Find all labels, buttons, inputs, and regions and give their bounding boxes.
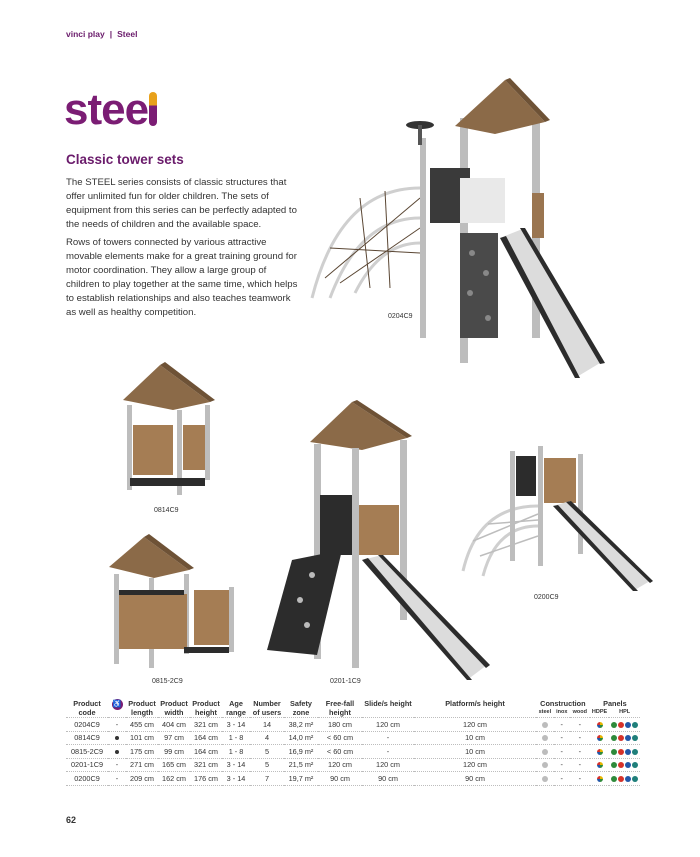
cell-safety: 16,9 m² xyxy=(284,745,318,759)
cell-slide: - xyxy=(362,745,414,759)
header-construction: Construction xyxy=(540,699,586,708)
cell-length: 271 cm xyxy=(126,758,158,772)
header-wood: wood xyxy=(572,709,587,715)
breadcrumb xyxy=(66,29,137,39)
panel-color-swatch xyxy=(625,735,631,741)
product-illustration-0815-2c9 xyxy=(104,532,239,672)
table-header-row xyxy=(66,699,640,708)
cell-hdpe xyxy=(590,772,610,786)
cell-inox: - xyxy=(554,718,570,732)
cell-height: 321 cm xyxy=(190,718,222,732)
logo-text: stee xyxy=(64,85,149,134)
product-code-label: 0201-1C9 xyxy=(330,678,361,685)
header-length: Product length xyxy=(128,699,156,717)
cell-freefall: < 60 cm xyxy=(318,745,362,759)
panel-color-swatch xyxy=(632,749,638,755)
logo-l-bar xyxy=(149,92,157,126)
intro-text xyxy=(66,176,298,324)
cell-length: 175 cm xyxy=(126,745,158,759)
cell-access xyxy=(108,745,126,759)
cell-hdpe xyxy=(590,731,610,745)
panel-color-swatch xyxy=(611,749,617,755)
header-panels: Panels xyxy=(603,699,627,708)
product-code-label: 0204C9 xyxy=(388,313,413,320)
cell-length: 209 cm xyxy=(126,772,158,786)
cell-platform: 90 cm xyxy=(414,772,536,786)
table-row xyxy=(66,731,640,745)
cell-steel xyxy=(536,745,554,759)
cell-width: 165 cm xyxy=(158,758,190,772)
wheelchair-icon: ♿ xyxy=(112,701,122,708)
cell-hdpe xyxy=(590,758,610,772)
page-number: 62 xyxy=(66,815,77,825)
cell-height: 321 cm xyxy=(190,758,222,772)
cell-hdpe xyxy=(590,745,610,759)
cell-users: 5 xyxy=(250,745,284,759)
table-row xyxy=(66,745,640,759)
cell-steel xyxy=(536,731,554,745)
cell-access: - xyxy=(108,758,126,772)
cell-wood: - xyxy=(570,718,590,732)
steel-dot-icon xyxy=(542,749,548,755)
header-steel: steel xyxy=(538,709,552,715)
header-inox: inox xyxy=(556,709,568,715)
steel-dot-icon xyxy=(542,722,548,728)
cell-freefall: 180 cm xyxy=(318,718,362,732)
panel-color-swatch xyxy=(611,776,617,782)
cell-inox: - xyxy=(554,745,570,759)
brand-name: vinci play xyxy=(66,29,105,39)
cell-code: 0201-1C9 xyxy=(66,758,108,772)
cell-height: 164 cm xyxy=(190,731,222,745)
color-wheel-icon xyxy=(597,776,603,782)
page-title: Classic tower sets xyxy=(66,152,184,167)
cell-hpl xyxy=(609,745,640,759)
header-hpl: HPL xyxy=(619,709,631,715)
product-spec-table xyxy=(66,699,640,786)
color-wheel-icon xyxy=(597,749,603,755)
cell-inox: - xyxy=(554,731,570,745)
cell-wood: - xyxy=(570,731,590,745)
cell-access: - xyxy=(108,772,126,786)
header-slide: Slide/s height xyxy=(364,699,412,708)
cell-slide: 120 cm xyxy=(362,718,414,732)
cell-age: 3 - 14 xyxy=(222,772,250,786)
panel-color-swatch xyxy=(625,776,631,782)
cell-width: 99 cm xyxy=(158,745,190,759)
panel-color-swatch xyxy=(618,735,624,741)
cell-wood: - xyxy=(570,772,590,786)
cell-age: 1 - 8 xyxy=(222,745,250,759)
panel-color-swatch xyxy=(632,776,638,782)
product-illustration-0814c9 xyxy=(115,360,225,500)
cell-hpl xyxy=(609,731,640,745)
cell-wood: - xyxy=(570,758,590,772)
cell-users: 5 xyxy=(250,758,284,772)
cell-code: 0200C9 xyxy=(66,772,108,786)
panel-color-swatch xyxy=(611,722,617,728)
header-users: Number of users xyxy=(252,699,282,717)
cell-freefall: 120 cm xyxy=(318,758,362,772)
cell-steel xyxy=(536,772,554,786)
panel-color-swatch xyxy=(625,722,631,728)
cell-code: 0204C9 xyxy=(66,718,108,732)
steel-logo xyxy=(64,85,157,134)
cell-safety: 19,7 m² xyxy=(284,772,318,786)
product-code-label: 0814C9 xyxy=(154,507,179,514)
header-accessibility xyxy=(108,699,126,718)
accessible-bullet-icon xyxy=(115,750,119,754)
product-code-label: 0815-2C9 xyxy=(152,678,183,685)
cell-length: 101 cm xyxy=(126,731,158,745)
table-row xyxy=(66,718,640,732)
cell-age: 1 - 8 xyxy=(222,731,250,745)
accessible-bullet-icon xyxy=(115,736,119,740)
cell-platform: 10 cm xyxy=(414,731,536,745)
header-platform: Platform/s height xyxy=(445,699,505,708)
steel-dot-icon xyxy=(542,762,548,768)
cell-hpl xyxy=(609,718,640,732)
steel-dot-icon xyxy=(542,776,548,782)
cell-slide: 90 cm xyxy=(362,772,414,786)
cell-access xyxy=(108,731,126,745)
product-code-label: 0200C9 xyxy=(534,594,559,601)
intro-paragraph-2: Rows of towers connected by various attractive movable elements make for a great training ground for motor coordination. They allow a large group of children to play together at the same time, which helps to establish relationships and also teaches teamwork as well as healthy competition. xyxy=(66,237,298,318)
cell-platform: 10 cm xyxy=(414,745,536,759)
section-name: Steel xyxy=(117,29,138,39)
panel-color-swatch xyxy=(618,762,624,768)
panel-color-swatch xyxy=(611,735,617,741)
product-illustration-0200c9 xyxy=(458,436,653,596)
panel-color-swatch xyxy=(632,722,638,728)
intro-paragraph-1: The STEEL series consists of classic structures that offer unlimited fun for older children. The sets of equipment from this series can be perfectly adapted to the needs of children and the available space. xyxy=(66,177,297,230)
cell-freefall: 90 cm xyxy=(318,772,362,786)
header-age: Age range xyxy=(226,699,246,717)
panel-color-swatch xyxy=(611,762,617,768)
panel-color-swatch xyxy=(632,762,638,768)
steel-dot-icon xyxy=(542,735,548,741)
color-wheel-icon xyxy=(597,722,603,728)
cell-hpl xyxy=(609,772,640,786)
header-hdpe: HDPE xyxy=(591,709,608,715)
cell-height: 164 cm xyxy=(190,745,222,759)
cell-safety: 38,2 m² xyxy=(284,718,318,732)
cell-height: 176 cm xyxy=(190,772,222,786)
table-row xyxy=(66,758,640,772)
header-safety: Safety zone xyxy=(290,699,312,717)
cell-inox: - xyxy=(554,758,570,772)
panel-color-swatch xyxy=(618,749,624,755)
cell-slide: 120 cm xyxy=(362,758,414,772)
color-wheel-icon xyxy=(597,762,603,768)
cell-users: 7 xyxy=(250,772,284,786)
cell-width: 97 cm xyxy=(158,731,190,745)
cell-width: 162 cm xyxy=(158,772,190,786)
cell-steel xyxy=(536,718,554,732)
cell-age: 3 - 14 xyxy=(222,758,250,772)
breadcrumb-separator: | xyxy=(109,29,113,39)
cell-wood: - xyxy=(570,745,590,759)
header-freefall: Free-fall height xyxy=(325,699,355,717)
cell-access: - xyxy=(108,718,126,732)
cell-users: 4 xyxy=(250,731,284,745)
header-width: Product width xyxy=(160,699,188,717)
cell-steel xyxy=(536,758,554,772)
cell-age: 3 - 14 xyxy=(222,718,250,732)
cell-freefall: < 60 cm xyxy=(318,731,362,745)
cell-slide: - xyxy=(362,731,414,745)
cell-code: 0814C9 xyxy=(66,731,108,745)
cell-platform: 120 cm xyxy=(414,758,536,772)
cell-code: 0815-2C9 xyxy=(66,745,108,759)
panel-color-swatch xyxy=(618,776,624,782)
header-code: Product code xyxy=(73,699,101,717)
panel-color-swatch xyxy=(625,749,631,755)
table-row xyxy=(66,772,640,786)
panel-color-swatch xyxy=(625,762,631,768)
product-illustration-0204c9 xyxy=(300,78,620,388)
cell-length: 455 cm xyxy=(126,718,158,732)
cell-platform: 120 cm xyxy=(414,718,536,732)
cell-users: 14 xyxy=(250,718,284,732)
panel-color-swatch xyxy=(632,735,638,741)
header-height: Product height xyxy=(192,699,220,717)
cell-safety: 14,0 m² xyxy=(284,731,318,745)
cell-hpl xyxy=(609,758,640,772)
color-wheel-icon xyxy=(597,735,603,741)
cell-inox: - xyxy=(554,772,570,786)
panel-color-swatch xyxy=(618,722,624,728)
cell-width: 404 cm xyxy=(158,718,190,732)
cell-hdpe xyxy=(590,718,610,732)
cell-safety: 21,5 m² xyxy=(284,758,318,772)
